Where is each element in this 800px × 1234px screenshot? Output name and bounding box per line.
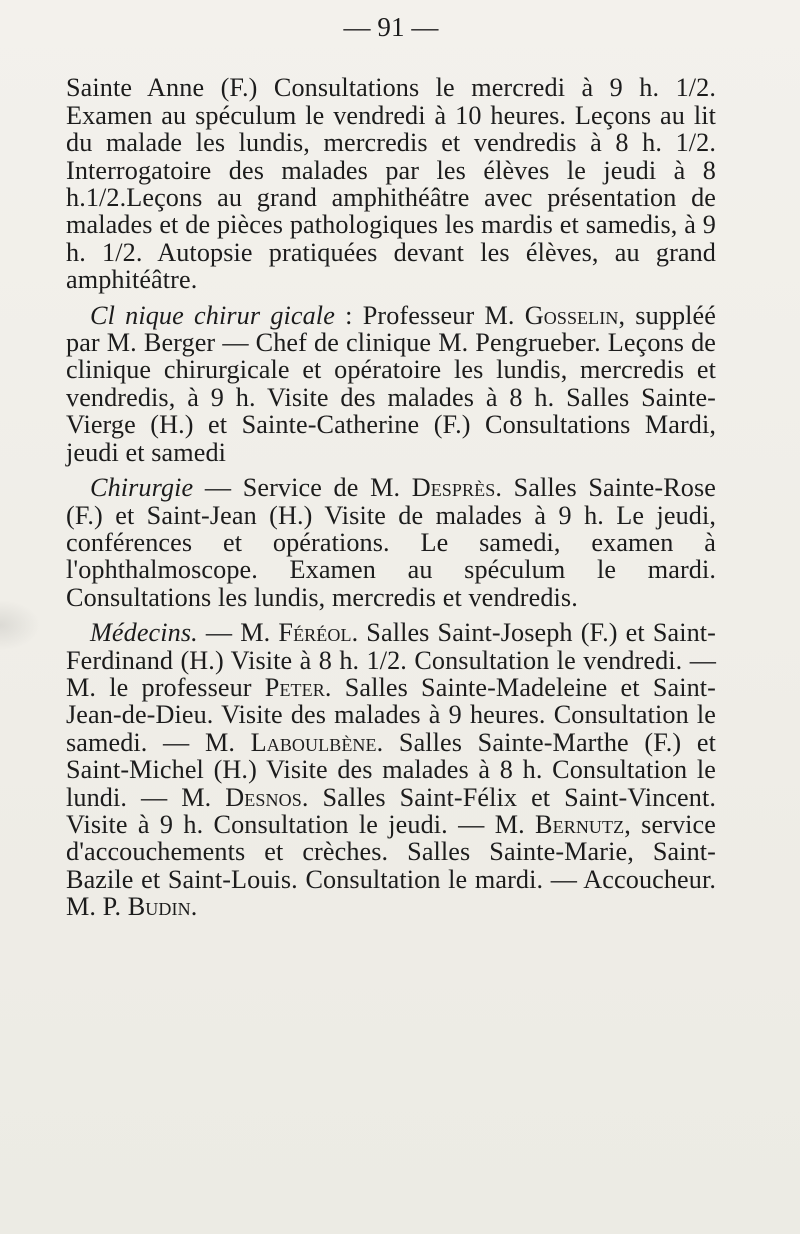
text-run: Budin — [127, 892, 191, 922]
paragraph-chirurgie — [66, 474, 716, 611]
text-run: , service d'accouchements et crèches. Salles Sainte-Marie, Saint-Bazile et Saint-Louis. Consultation le mardi. — Accoucheur. M. P. — [66, 809, 717, 922]
text-run: . Salles Sainte-Madeleine et Saint-Jean-de-Dieu. Visite des malades à 9 heures. Consultation le samedi. — M. — [66, 672, 716, 757]
text-run: Desprès — [411, 473, 496, 503]
text-run: . Salles Saint-Joseph (F.) et Saint-Ferdinand (H.) Visite à 8 h. 1/2. Consultation le vendredi. — M. le professeur — [66, 618, 716, 702]
text-run: Bernutz — [535, 809, 625, 839]
text-run: . Salles Sainte-Rose (F.) et Saint-Jean (H.) Visite de malades à 9 h. Le jeudi, conférences et opérations. Le samedi, examen à l'ophthalmoscope. Examen au spéculum le mardi. Consultations les lundis, mercredis et vendredis. — [66, 473, 716, 612]
text-run: : Professeur M. — [334, 300, 525, 330]
text-run: Féréol — [278, 618, 352, 648]
text-run: Laboulbène — [250, 727, 377, 757]
page-number: — 91 — — [343, 12, 439, 42]
paragraph-clinique-chirurgicale — [66, 302, 716, 466]
text-run: , suppléé par M. Berger — Chef de clinique M. Pengrueber. Leçons de clinique chirurgicale et opératoire les lundis, mercredis et vendredis, à 9 h. Visite des malades à 8 h. Salles Sainte-Vierge (H.) et Sainte-Catherine (F.) Consultations Mardi, jeudi et samedi — [66, 300, 716, 467]
text-run: Chirurgie — [90, 473, 194, 503]
text-run: Desnos — [225, 782, 302, 812]
text-run: . — [190, 892, 198, 922]
text-run: Sainte Anne (F.) Consultations le mercredi à 9 h. 1/2. Examen au spéculum le vendredi à 10 heures. Leçons au lit du malade les lundis, mercredis et vendredis à 8 h. 1/2. Interrogatoire des malades par les élèves le jeudi à 8 h.1/2.Leçons au grand amphithéâtre avec présentation de malades et de pièces pathologiques les mardis et samedis, à 9 h. 1/2. Autopsie pratiquées devant les élèves, au grand amphitéâtre. — [66, 73, 716, 295]
paragraph-medecins — [66, 619, 716, 920]
text-run: — M. — [197, 618, 279, 648]
text-run: Peter — [264, 672, 325, 702]
page-text-block — [66, 14, 716, 921]
text-run: — Service de M. — [193, 473, 412, 503]
text-run: . Salles Saint-Félix et Saint-Vincent. Visite à 9 h. Consultation le jeudi. — M. — [66, 782, 716, 839]
page-stain — [0, 600, 40, 650]
paragraph-sainte-anne — [66, 74, 716, 293]
text-run: Médecins. — [90, 618, 198, 648]
text-run: Gosselin — [524, 300, 619, 330]
text-run: Cl nique chirur gicale — [90, 300, 335, 330]
text-run: . Salles Sainte-Marthe (F.) et Saint-Michel (H.) Visite des malades à 8 h. Consultation le lundi. — M. — [66, 727, 716, 812]
